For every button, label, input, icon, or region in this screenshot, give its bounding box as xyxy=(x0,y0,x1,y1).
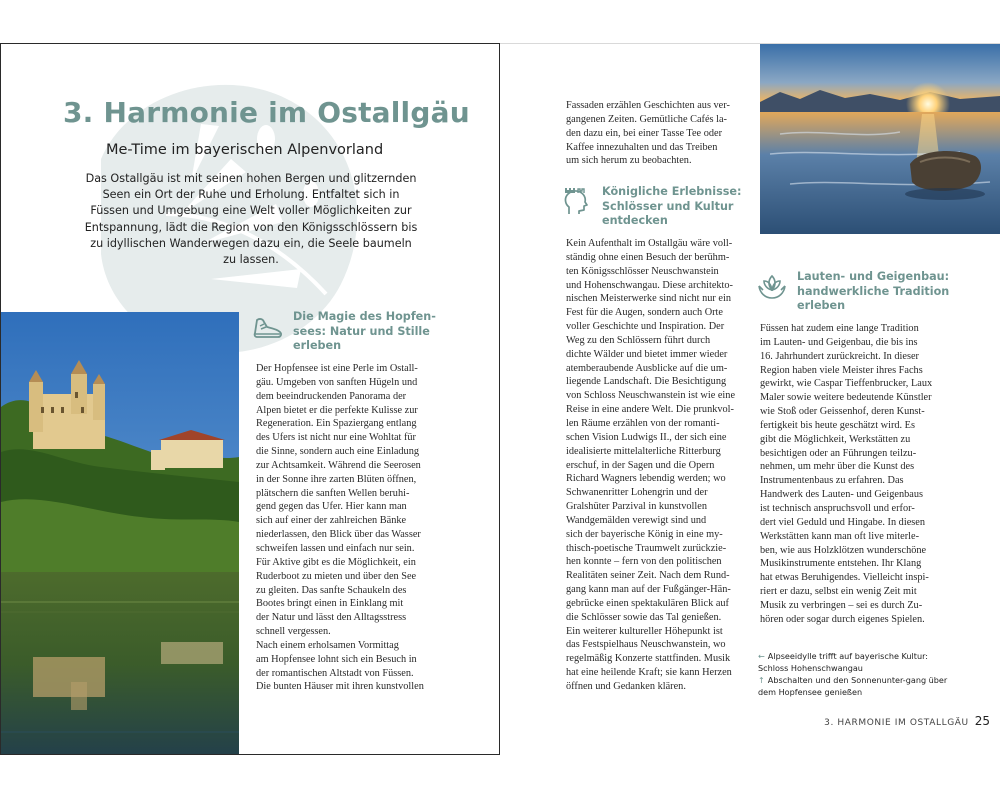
right-page xyxy=(500,43,1000,755)
chapter-title: 3. Harmonie im Ostallgäu xyxy=(63,96,470,129)
geigenbau-heading xyxy=(755,270,985,314)
geigenbau-title: Lauten- und Geigenbau: handwerkliche Tradition erleben xyxy=(797,270,950,313)
caption-castle: ← Alpseeidylle trifft auf bayerische Kultur: Schloss Hohenschwangau xyxy=(758,651,928,673)
hiking-shoe-icon xyxy=(251,310,285,344)
chapter-subtitle: Me-Time im bayerischen Alpenvorland xyxy=(106,142,384,158)
lotus-hands-icon xyxy=(755,270,789,304)
schloesser-heading xyxy=(560,185,760,229)
page-number: 25 xyxy=(974,714,990,728)
left-page xyxy=(0,43,500,755)
castle-photo xyxy=(1,312,239,755)
running-head: 3. HARMONIE IM OSTALLGÄU xyxy=(824,718,969,728)
sunset-lake-photo xyxy=(760,44,1000,234)
schloesser-title: Königliche Erlebnisse: Schlösser und Kultur entdecken xyxy=(602,185,742,228)
head-castle-icon xyxy=(560,185,594,219)
hopfensee-heading xyxy=(251,310,461,354)
caption-sunset: ↑ Abschalten und den Sonnenunter-gang über dem Hopfensee genießen xyxy=(758,675,948,697)
hopfensee-title: Die Magie des Hopfen- sees: Natur und Stille erleben xyxy=(293,310,436,353)
arrow-left-icon: ← xyxy=(758,651,765,661)
hopfensee-body: Der Hopfensee ist eine Perle im Ostall- gäu. Umgeben von sanften Hügeln und dem beeindruckenden Panorama der Alpen bietet er die perfekte Kulisse zur Regeneration. Ein Spaziergang entlang des Ufers ist nicht nur eine Wohltat für die Sinne, sondern auch eine Einladung zur Achtsamkeit. Während die Seerosen in der Sonne ihre zarten Blüten öffnen, plätschern die sanften Wellen beruhi- gend gegen das Ufer. Hier kann man sich auf einer der zahlreichen Bänke niederlassen, den Blick über das Wasser schweifen lassen und einfach nur sein. Für Aktive gibt es die Möglichkeit, ein Ruderboot zu mieten und über den See zu gleiten. Das sanfte Schaukeln des Bootes bringt einen in Einklang mit der Natur und lässt den Alltagsstress schnell vergessen. Nach einem erholsamen Vormittag am Hopfensee lohnt sich ein Besuch in der romantischen Altstadt von Füssen. Die bunten Häuser mit ihren kunstvollen xyxy=(256,363,424,693)
intro-paragraph: Das Ostallgäu ist mit seinen hohen Bergen und glitzernden Seen ein Ort der Ruhe und Erholung. Entfaltet sich in Füssen und Umgebung eine Welt voller Möglichkeiten zur Entspannung, lädt die Region von den Königsschlössern bis zu idyllischen Wanderwegen dazu ein, die Seele baumeln zu lassen. xyxy=(84,172,418,267)
schloesser-body: Kein Aufenthalt im Ostallgäu wäre voll- ständig ohne einen Besuch der berühm- ten Königsschlösser Neuschwanstein und Hohenschwangau. Diese architekto- nischen Meisterwerke sind nicht nur ein Fest für die Augen, sondern auch Orte voller Geschichte und Inspiration. Der Weg zu den Schlössern führt durch dichte Wälder und bietet immer wieder atemberaubende Ausblicke auf die um- liegende Landschaft. Die Besichtigung von Schloss Neuschwanstein ist wie eine Reise in eine andere Welt. Die prunkvol- len Räume erzählen von der romanti- schen Vision Ludwigs II., der sich eine idealisierte mittelalterliche Ritterburg erschuf, in der Sagen und die Opern Richard Wagners lebendig werden; wo Schwanenritter Lohengrin und der Gralshüter Parzival in kunstvollen Wandgemälden verewigt sind und sich der bayerische König in eine my- thisch-poetische Traumwelt zurückzie- hen konnte – fern von den politischen Realitäten seiner Zeit. Nach dem Rund- gang kann man auf der Fußgänger-Hän- gebrücke einen spektakulären Blick auf die Schlösser sowie das Tal genießen. Ein weiterer kultureller Höhepunkt ist das Festspielhaus Neuschwanstein, wo regelmäßig Konzerte stattfinden. Musik hat eine heilende Kraft; sie kann Herzen öffnen und Gedanken klären. xyxy=(566,238,736,692)
arrow-up-icon: ↑ xyxy=(758,675,765,685)
continued-paragraph: Fassaden erzählen Geschichten aus ver- gangenen Zeiten. Gemütliche Cafés la- den dazu ein, bei einer Tasse Tee oder Kaffee innezuhalten und das Treiben um sich herum zu beobachten. xyxy=(566,100,730,167)
photo-captions xyxy=(758,650,958,698)
geigenbau-body: Füssen hat zudem eine lange Tradition im Lauten- und Geigenbau, die bis ins 16. Jahrhundert zurückreicht. In dieser Region haben viele Meister ihres Fachs gewirkt, wie Caspar Tieffenbrucker, Laux Maler sowie weitere bedeutende Künstler wie Stoß oder Geissenhof, deren Kunst- fertigkeit bis heute geschätzt wird. Es gibt die Möglichkeit, Werkstätten zu besichtigen oder an Führungen teilzu- nehmen, um mehr über die Kunst des Instrumentenbaus zu erfahren. Das Handwerk des Lauten- und Geigenbaus ist technisch anspruchsvoll und erfor- dert viel Geduld und Hingabe. In diesen Werkstätten kann man oft live miterle- ben, wie aus Holzklötzen wunderschöne Musikinstrumente entstehen. Ihr Klang hat etwas Beruhigendes. Vielleicht inspi- riert er dazu, selbst ein wenig Zeit mit Musik zu verbringen – sei es durch Zu- hören oder sogar durch eigenes Spielen. xyxy=(760,323,933,625)
page-footer xyxy=(790,714,990,728)
